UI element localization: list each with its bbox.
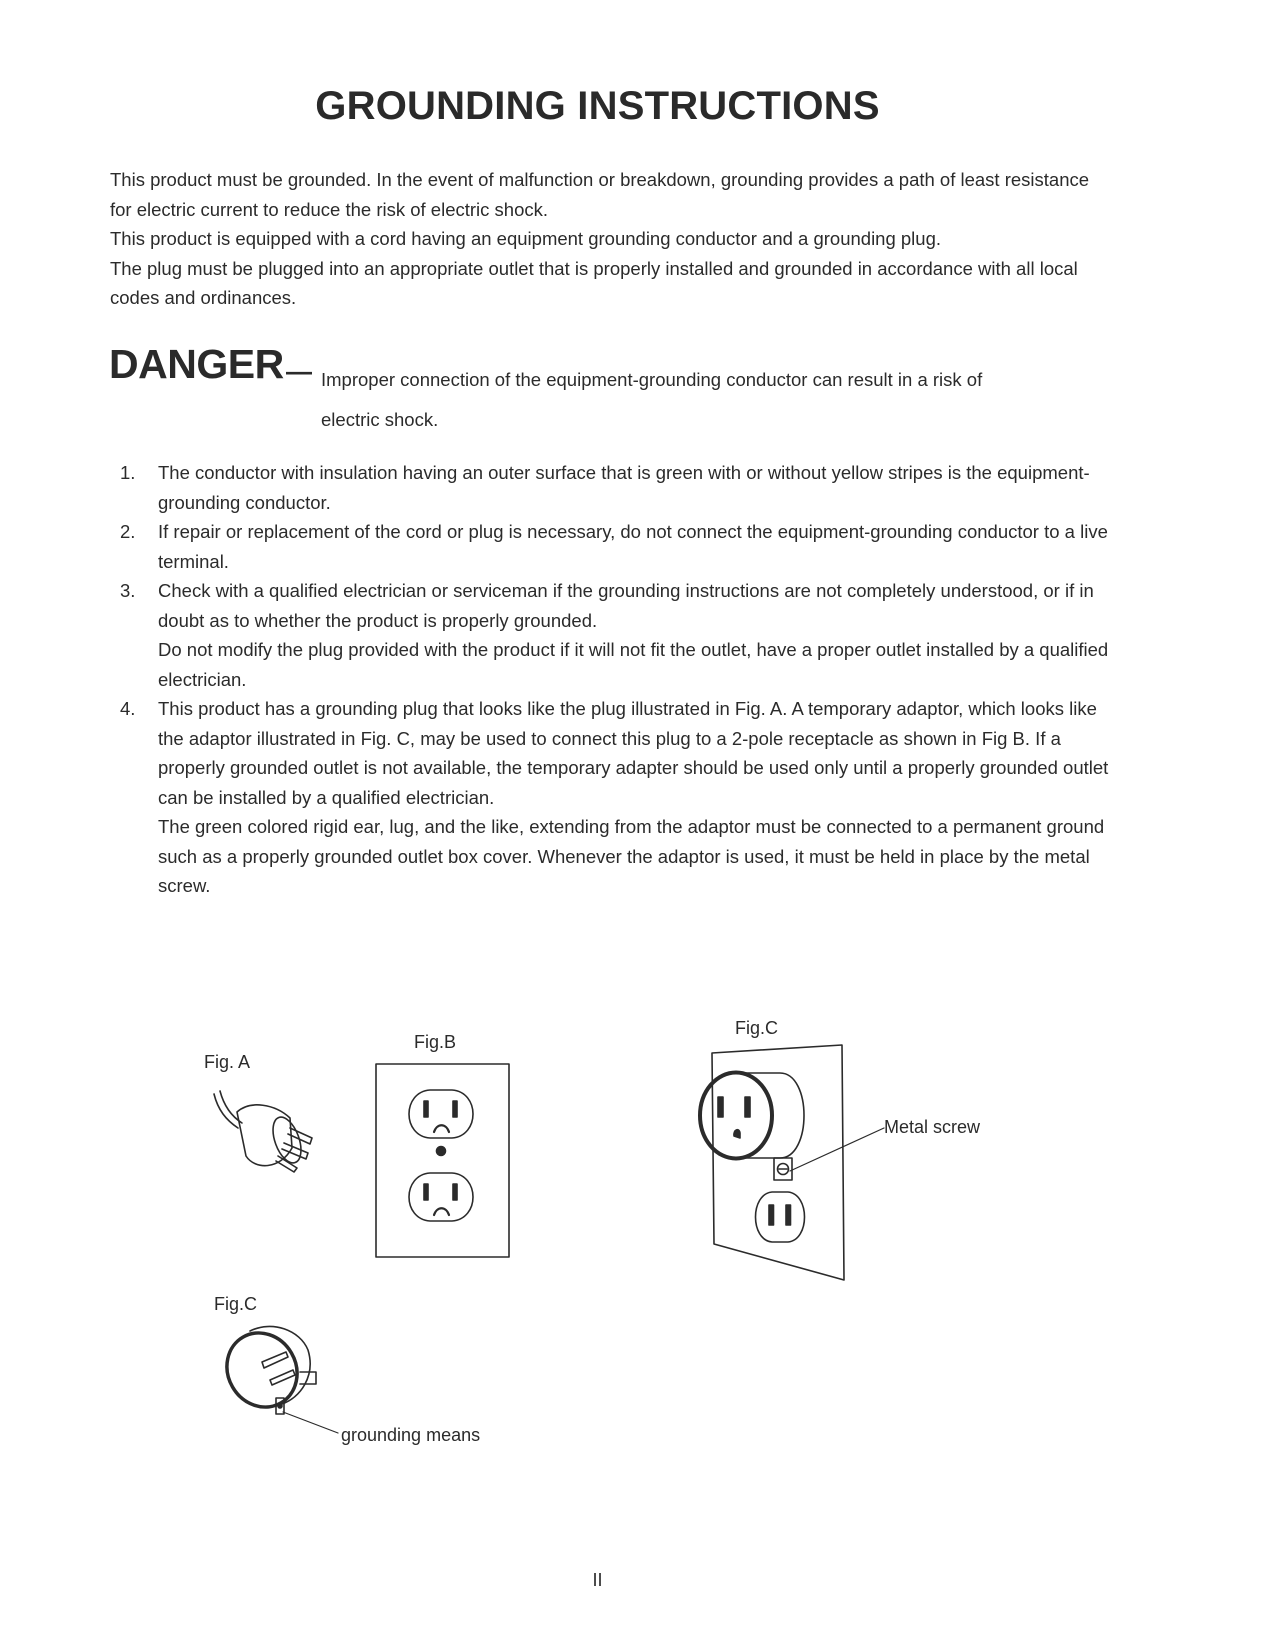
- danger-text: Improper connection of the equipment-grounding conductor can result in a risk of electric shock.: [321, 369, 983, 430]
- list-item-text: Do not modify the plug provided with the product if it will not fit the outlet, have a proper outlet installed by a qualified electrician.: [158, 639, 1109, 690]
- metal-screw-label: Metal screw: [884, 1117, 981, 1137]
- page-title: GROUNDING INSTRUCTIONS: [315, 84, 880, 128]
- list-item-number: 2.: [120, 521, 136, 542]
- list-item-text: The green colored rigid ear, lug, and the like, extending from the adaptor must be connected to a permanent ground such as a properly grounded outlet box cover. Whenever the adaptor is used, it must be held in place by the metal screw.: [158, 816, 1105, 896]
- grounding-means-label: grounding means: [341, 1425, 481, 1445]
- list-item-text: This product has a grounding plug that looks like the plug illustrated in Fig. A. A temporary adaptor, which looks like the adaptor illustrated in Fig. C, may be used to connect this plug to a 2-pole receptacle as shown in Fig B. If a properly grounded outlet is not available, the temporary adapter should be used only until a properly grounded outlet can be installed by a qualified electrician.: [158, 698, 1109, 808]
- list-item-number: 3.: [120, 580, 136, 601]
- list-item-text: Check with a qualified electrician or serviceman if the grounding instructions are not completely understood, or if in doubt as to whether the product is properly grounded.: [158, 580, 1094, 631]
- list-item-text: If repair or replacement of the cord or plug is necessary, do not connect the equipment-grounding conductor to a live terminal.: [158, 521, 1108, 572]
- fig-c-adaptor-drawing: [214, 1320, 338, 1433]
- page-number: II: [592, 1570, 603, 1590]
- intro-paragraph: This product must be grounded. In the event of malfunction or breakdown, grounding provides a path of least resistance for electric current to reduce the risk of electric shock.: [110, 169, 1090, 220]
- fig-c-bottom-label: Fig.C: [214, 1294, 258, 1314]
- list-item-number: 4.: [120, 698, 136, 719]
- danger-heading: DANGER: [109, 341, 284, 387]
- intro-paragraph: This product is equipped with a cord having an equipment grounding conductor and a grounding plug.: [110, 228, 942, 249]
- list-item-text: The conductor with insulation having an outer surface that is green with or without yellow stripes is the equipment-grounding conductor.: [158, 462, 1090, 513]
- danger-dash: —: [286, 356, 312, 386]
- intro-paragraph: The plug must be plugged into an appropriate outlet that is properly installed and grounded in accordance with all local codes and ordinances.: [110, 257, 1078, 308]
- fig-a-label: Fig. A: [204, 1052, 251, 1072]
- fig-b-label: Fig.B: [414, 1032, 457, 1052]
- fig-a-plug-drawing: [214, 1091, 312, 1172]
- fig-b-receptacle-drawing: [376, 1064, 509, 1257]
- list-item-number: 1.: [120, 462, 136, 483]
- fig-c-adaptor-installed-drawing: [700, 1045, 884, 1280]
- fig-c-top-label: Fig.C: [735, 1018, 779, 1038]
